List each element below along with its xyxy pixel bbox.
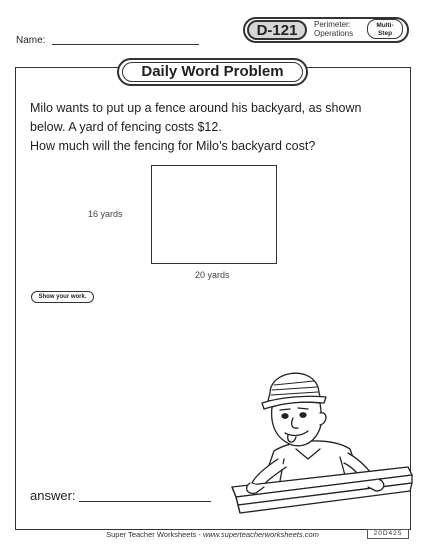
topic-label bbox=[314, 20, 364, 38]
badge-line-1: Multi- bbox=[376, 22, 394, 29]
problem-line-3: How much will the fencing for Milo’s backyard cost? bbox=[30, 139, 316, 153]
problem-text bbox=[30, 99, 400, 156]
footer-code: 20D425 bbox=[367, 529, 409, 539]
answer-line[interactable] bbox=[79, 501, 211, 502]
problem-line-2: below. A yard of fencing costs $12. bbox=[30, 120, 222, 134]
side-length-label: 16 yards bbox=[88, 209, 123, 219]
footer-credit bbox=[0, 530, 425, 539]
footer-prefix: Super Teacher Worksheets - bbox=[106, 530, 203, 539]
name-label: Name: bbox=[16, 35, 46, 46]
worksheet-code: D-121 bbox=[247, 20, 307, 40]
multi-step-badge bbox=[367, 19, 403, 39]
topic-line-2: Operations bbox=[314, 29, 354, 38]
title-banner bbox=[117, 58, 308, 86]
page-title: Daily Word Problem bbox=[122, 62, 303, 82]
answer-label: answer: bbox=[30, 488, 76, 503]
bottom-length-label: 20 yards bbox=[195, 270, 230, 280]
name-line[interactable] bbox=[52, 44, 199, 45]
badge-line-2: Step bbox=[377, 30, 393, 37]
problem-line-1: Milo wants to put up a fence around his backyard, as shown bbox=[30, 101, 362, 115]
show-work-badge: Show your work. bbox=[31, 291, 94, 303]
worker-carrying-boards-illustration bbox=[222, 363, 414, 517]
footer-url: www.superteacherworksheets.com bbox=[202, 530, 319, 539]
topic-line-1: Perimeter: bbox=[314, 20, 351, 29]
backyard-rectangle bbox=[151, 165, 277, 264]
